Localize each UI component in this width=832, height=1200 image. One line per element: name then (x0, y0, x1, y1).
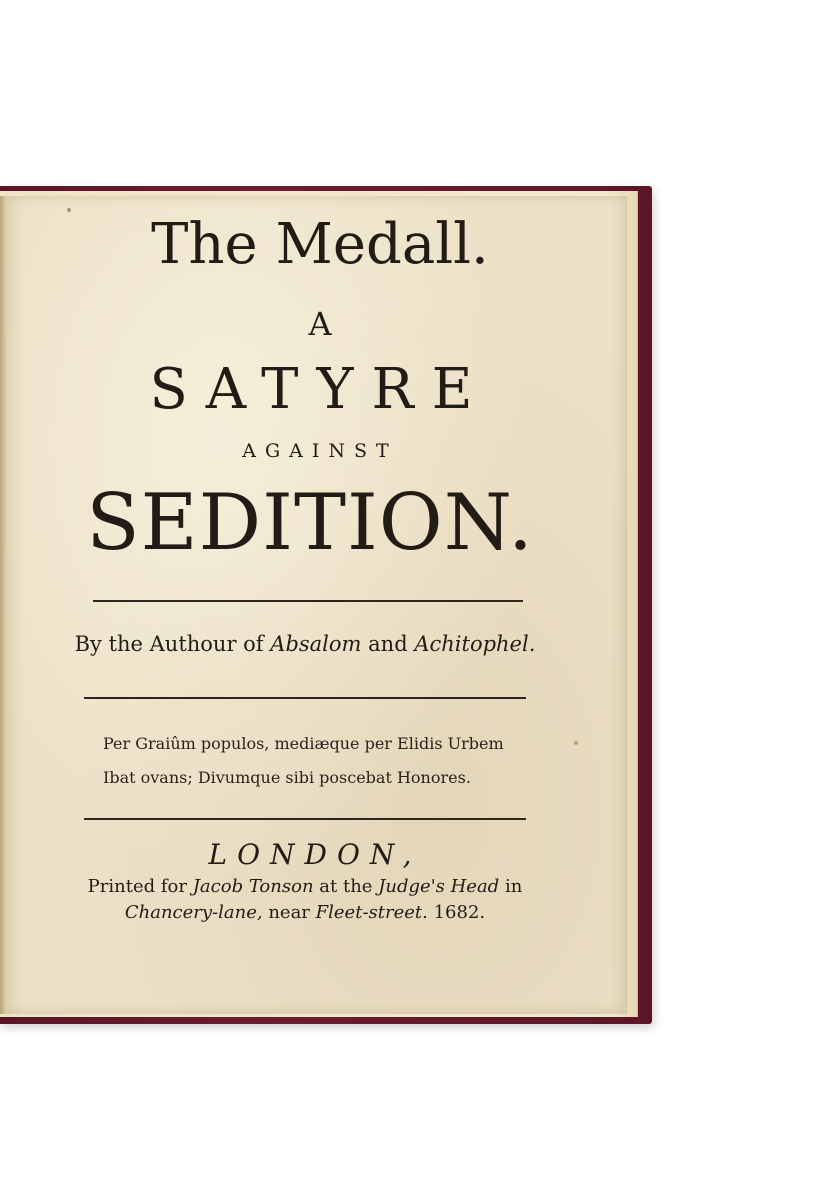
byline-prefix: By the Authour of (74, 632, 264, 656)
foxing-spot (574, 741, 578, 745)
imprint-street: Chancery-lane, (124, 902, 263, 923)
imprint-line-2 (70, 902, 540, 923)
imprint-place: LONDON, (208, 838, 422, 871)
subtitle-article: A (308, 305, 332, 343)
subtitle-against: AGAINST (242, 440, 398, 462)
imprint-printed-for: Printed for (87, 876, 187, 897)
book-title: The Medall. (151, 212, 489, 277)
imprint-at-the: at the (319, 876, 373, 897)
imprint-sign: Judge's Head (378, 876, 500, 897)
rule-divider (93, 600, 523, 602)
latin-motto-line-1: Per Graiûm populos, mediæque per Elidis Urbem (103, 734, 504, 753)
byline-and: and (368, 632, 408, 656)
ink-spot (67, 208, 71, 212)
imprint-publisher: Jacob Tonson (192, 876, 314, 897)
subtitle-satyre: SATYRE (149, 357, 491, 422)
byline-work-absalom: Absalom (270, 632, 362, 656)
rule-divider (84, 818, 526, 820)
authorship-line (70, 632, 540, 656)
subtitle-sedition: SEDITION. (86, 478, 534, 568)
imprint-landmark: Fleet-street. (315, 902, 428, 923)
imprint-line-1 (70, 876, 540, 897)
rule-divider (84, 697, 526, 699)
byline-work-achitophel: Achitophel. (414, 632, 536, 656)
imprint-year: 1682. (433, 902, 486, 923)
latin-motto-line-2: Ibat ovans; Divumque sibi poscebat Honores. (103, 768, 471, 787)
imprint-in: in (504, 876, 523, 897)
imprint-near: near (268, 902, 310, 923)
gutter-shadow (0, 196, 7, 1014)
